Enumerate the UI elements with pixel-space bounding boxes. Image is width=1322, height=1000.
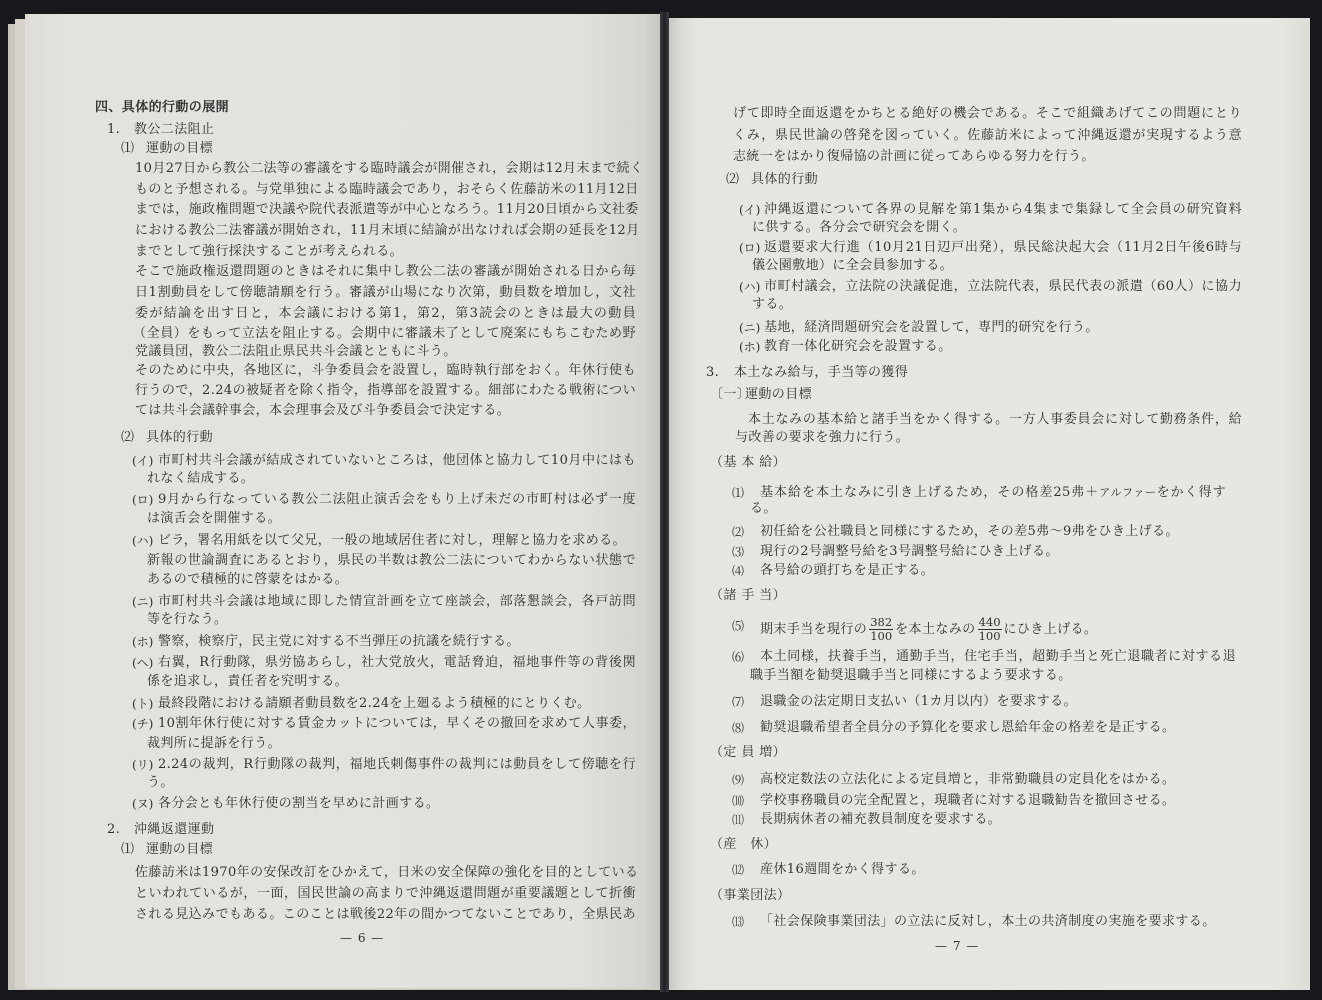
paragraph-line: といわれているが，一面，国民世論の高まりで沖縄返還問題が重要議題として折衝 (135, 886, 636, 901)
item-label: (ニ) (739, 321, 761, 335)
group-heading: （事業団法） (710, 888, 791, 903)
paragraph-line: げて即時全面返還をかちとる絶好の機会である。そこで組織あげてこの問題にとり (733, 106, 1242, 121)
section-number: 2. (107, 822, 121, 837)
item-label: ⒀ (732, 915, 745, 929)
item-label: (ト) (132, 697, 154, 711)
section-title: 教公二法阻止 (134, 122, 215, 137)
subsection-number: ⑵ (121, 430, 135, 445)
group-heading: （定 員 増） (710, 745, 787, 760)
page-number: — 6 — (340, 931, 385, 945)
list-item-line: 長期病休者の補充教員制度を要求する。 (760, 812, 1002, 827)
list-item-line: 9月から行なっている教公二法阻止演舌会をもり上げ未だの市町村は必ず一度 (158, 492, 636, 507)
item-text-small-kana: アルファー (1099, 486, 1157, 499)
list-item-line: 係を追求し，責任者を究明する。 (147, 674, 349, 689)
subsection-number: ⑴ (121, 842, 135, 857)
list-item-line: 返還要求大行進（10月21日辺戸出発），県民総決起大会（11月2日午後6時与 (764, 240, 1242, 255)
list-item-line: 市町村共斗会議は地域に即した情宣計画を立て座談会，部落懇談会，各戸訪問 (158, 594, 636, 609)
list-item-line: 2.24の裁判，R行動隊の裁判，福地氏刺傷事件の裁判には動員をして傍聴を行 (158, 757, 636, 772)
list-item-line: 最終段階における請願者動員数を2.24を上廻るよう積極的にとりくむ。 (158, 696, 591, 711)
list-item-line: 職手当額を勧奨退職手当と同様にするよう要求する。 (750, 668, 1072, 683)
paragraph-line: される見込みでもある。このことは戦後22年の間かつてないことであり，全県民あ (135, 907, 636, 922)
paragraph-line: までは，施政権問題で決議や院代表派遣等が中心となろう。11月20日頃から文社委 (135, 202, 639, 217)
list-item-line: 警察，検察庁，民主党に対する不当弾圧の抗議を続行する。 (158, 634, 520, 649)
fraction-denominator: 100 (978, 629, 1001, 643)
item-text: 基本給を本土なみに引き上げるため，その格差25弗＋ (760, 485, 1100, 500)
list-item-line: 等を行なう。 (147, 612, 228, 627)
paragraph-line: 10月27日から教公二法等の審議をする臨時議会が開催され，会期は12月末まで続く (135, 161, 644, 176)
item-label: ⑴ (732, 486, 745, 500)
paragraph-line: 志統一をはかり復帰協の計画に従ってあらゆる努力を行う。 (733, 149, 1095, 164)
subsection-number: ⑴ (121, 141, 135, 156)
item-label: ⑽ (732, 794, 745, 808)
paragraph-line: ものと予想される。与党単独による臨時議会であり，おそらく佐藤訪米の11月12日 (135, 182, 639, 197)
list-item-line: 右翼，R行動隊，県労協あらし，社大党放火，電話脅迫，福地事件等の背後関 (158, 655, 636, 670)
list-item-line: 儀公園敷地）に全会員参加する。 (752, 258, 954, 273)
list-item-line: 高校定数法の立法化による定員増と，非常勤職員の定員化をはかる。 (760, 772, 1176, 787)
item-label: (ヘ) (132, 656, 154, 670)
list-item-line: 各分会とも年休行使の割当を早めに計画する。 (158, 796, 440, 811)
subsection-title: 運動の目標 (146, 141, 214, 156)
subsection-title: 具体的行動 (751, 172, 819, 187)
fraction-target (978, 616, 1002, 643)
item-label: (ホ) (739, 340, 761, 354)
group-heading: （産 休） (710, 837, 778, 852)
list-item-line: 10割年休行使に対する賃金カットについては，早くその撤回を求めて人事委， (158, 716, 636, 731)
subsection-title: 具体的行動 (146, 430, 214, 445)
list-item-line: 本土同様，扶養手当，通勤手当，住宅手当，超勤手当と死亡退職者に対する退 (760, 649, 1236, 664)
section-heading: 四、具体的行動の展開 (95, 100, 230, 115)
subsection-number: ⑵ (726, 172, 740, 187)
list-item-line: 産休16週間をかく得する。 (760, 862, 925, 877)
list-item-line: は演舌会を開催する。 (147, 511, 282, 526)
list-item-line: 基地，経済問題研究会を設置して，専門的研究を行う。 (764, 320, 1099, 335)
paragraph-line: ては共斗会議幹事会，本会理事会及び斗争委員会で決定する。 (135, 403, 511, 418)
item-label: ⑾ (732, 813, 745, 827)
list-item-line: 学校事務職員の完全配置と，現職者に対する退職勧告を撤回させる。 (760, 793, 1176, 808)
page-number: — 7 — (935, 939, 980, 953)
paragraph-line: における教公二法審議が開始され，11月末頃に結論が出なければ会期の延長を12月 (135, 223, 640, 238)
list-item-line: に供する。各分会で研究会を開く。 (752, 220, 967, 235)
item-text: にひき上げる。 (1003, 622, 1098, 637)
item-label: ⑿ (732, 863, 745, 877)
list-item-line: 初任給を公社職員と同様にするため，その差5弗～9弗をひき上げる。 (760, 524, 1179, 539)
list-item-line: ビラ，署名用紙を以て父兄，一般の地域居住者に対し，理解と協力を求める。 (158, 533, 626, 548)
list-item-line (760, 483, 1226, 503)
list-item-line: 裁判所に提訴を行う。 (147, 736, 282, 751)
item-label: (ニ) (132, 595, 154, 609)
fraction-current (869, 616, 893, 643)
item-label: (リ) (132, 758, 154, 772)
list-item-line: 勧奨退職希望者全員分の予算化を要求し恩給年金の格差を是正する。 (760, 720, 1176, 735)
list-item-line: れなく結成する。 (147, 471, 255, 486)
item-label: ⑼ (732, 773, 745, 787)
list-item-line (760, 615, 1098, 643)
section-title: 沖縄返還運動 (134, 822, 215, 837)
subsection-number: 〔一〕 (710, 387, 751, 402)
fraction-numerator: 440 (978, 615, 1001, 629)
list-item-line: 新報の世論調査にあるとおり，県民の半数は教公二法についてわからない状態で (147, 553, 636, 568)
paragraph-line: 党議員団，教公二法阻止県民共斗会議とともに斗う。 (135, 344, 457, 359)
paragraph-line: 佐藤訪米は1970年の安保改訂をひかえて，日米の安全保障の強化を目的としている (135, 865, 639, 880)
section-title: 本土なみ給与，手当等の獲得 (734, 365, 909, 380)
list-item-line: あるので積極的に啓蒙をはかる。 (147, 572, 349, 587)
item-label: ⑵ (732, 525, 745, 539)
paragraph-line: 行うので，2.24の被疑者を除く指令，指導部を設置する。細部にわたる戦術につい (135, 383, 636, 398)
group-heading: （基 本 給） (710, 455, 787, 470)
section-number: 1. (107, 122, 121, 137)
paragraph-line: までとして強行採決することが考えられる。 (135, 244, 404, 259)
item-label: (イ) (739, 203, 761, 217)
list-item-line: する。 (752, 297, 793, 312)
paragraph-line: くみ，県民世論の啓発を図っていく。佐藤訪米によって沖縄返還が実現するよう意 (733, 128, 1242, 143)
list-item-line: 各号給の頭打ちを是正する。 (760, 563, 935, 578)
fraction-numerator: 382 (870, 615, 893, 629)
paragraph-line: そのために中央，各地区に，斗争委員会を設置し，臨時執行部をおく。年休行使も (135, 363, 636, 378)
section-number: 3. (706, 365, 720, 380)
item-label: (ロ) (132, 493, 154, 507)
list-item-line: 市町村共斗会議が結成されていないところは，他団体と協力して10月中にはも (158, 453, 636, 468)
item-label: (イ) (132, 454, 154, 468)
item-label: ⑷ (732, 564, 745, 578)
paragraph-line: （全員）をもって立法を阻止する。会期中に審議未了として廃案にもちこむため野 (133, 326, 636, 341)
group-heading: （諸 手 当） (710, 588, 787, 603)
list-item-line: 「社会保険事業団法」の立法に反対し，本土の共済制度の実施を要求する。 (760, 914, 1216, 929)
item-label: (ヌ) (132, 797, 154, 811)
paragraph-line: 委が結論を出す日と，本会議における第1，第2，第3読会のときは最大の動員 (135, 306, 636, 321)
item-label: ⑸ (732, 619, 745, 633)
item-label: ⑹ (732, 650, 745, 664)
list-item-line: 市町村議会，立法院の決議促進，立法院代表，県民代表の派遣（60人）に協力 (764, 279, 1242, 294)
item-label: ⑻ (732, 721, 745, 735)
item-text: をかく得す (1156, 485, 1226, 500)
paragraph-line: 本土なみの基本給と諸手当をかく得する。一方人事委員会に対して勤務条件，給 (748, 412, 1242, 427)
item-label: ⑺ (732, 695, 745, 709)
list-item-line: 退職金の法定期日支払い（1カ月以内）を要求する。 (760, 694, 1077, 709)
paragraph-line: 与改善の要求を強力に行う。 (735, 430, 910, 445)
item-label: ⑶ (732, 545, 745, 559)
list-item-line: 現行の2号調整号給を3号調整号給にひき上げる。 (760, 544, 1059, 559)
fraction-denominator: 100 (870, 629, 893, 643)
item-label: (チ) (132, 717, 154, 731)
paragraph-line: そこで施政権返還問題のときはそれに集中し教公二法の審議が開始される日から毎 (135, 264, 636, 279)
list-item-line: 沖縄返還について各界の見解を第1集から4集まで集録して全会員の研究資料 (764, 202, 1242, 217)
item-text: を本土なみの (895, 622, 976, 637)
book-gutter (660, 12, 669, 992)
subsection-title: 運動の目標 (146, 842, 214, 857)
subsection-title: 運動の目標 (745, 387, 813, 402)
item-label: (ホ) (132, 635, 154, 649)
list-item-line: る。 (750, 501, 777, 516)
item-label: (ハ) (132, 534, 154, 548)
list-item-line: う。 (147, 775, 174, 790)
item-label: (ハ) (739, 280, 761, 294)
list-item-line: 教育一体化研究会を設置する。 (764, 339, 952, 354)
item-label: (ロ) (739, 241, 761, 255)
item-text: 期末手当を現行の (760, 622, 868, 637)
paragraph-line: 日1割動員をして傍聴請願を行う。審議が山場になり次第，動員数を増加し，文社 (135, 285, 636, 300)
